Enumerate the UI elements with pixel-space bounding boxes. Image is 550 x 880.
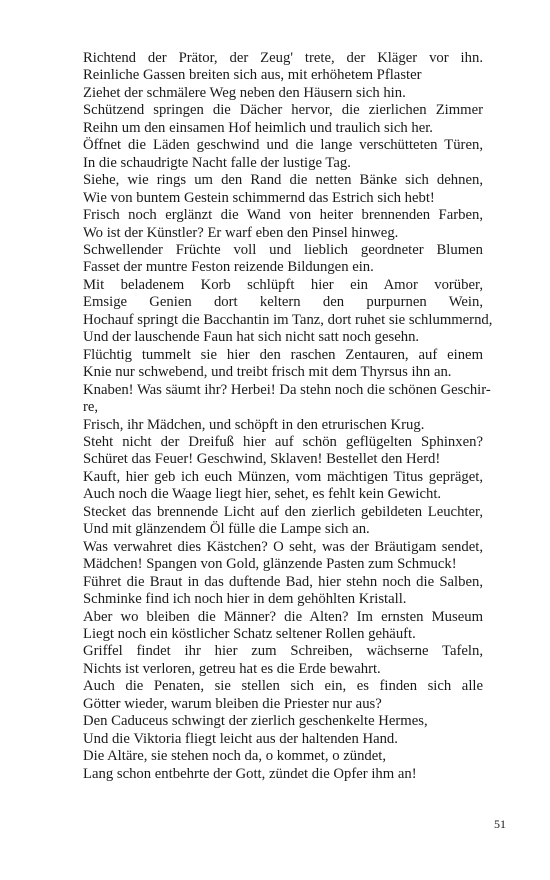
page-number: 51 xyxy=(494,817,506,831)
poem-line: Liegt noch ein köstlicher Schatz seltener Rollen gehäuft. xyxy=(83,625,416,642)
poem-line: Und die Viktoria fliegt leicht aus der haltenden Hand. xyxy=(83,730,398,747)
poem-line: Frisch noch erglänzt die Wand von heiter brennenden Farben, xyxy=(83,207,483,224)
poem-line: Was verwahret dies Kästchen? O seht, was der Bräutigam sendet, xyxy=(83,538,483,555)
poem-line: Emsige Genien dort keltern den purpurnen Wein, xyxy=(83,294,483,311)
poem-line: Knie nur schwebend, und treibt frisch mit dem Thyrsus ihn an. xyxy=(83,364,452,381)
poem-line: re, xyxy=(83,399,99,416)
poem-line: Frisch, ihr Mädchen, und schöpft in den etrurischen Krug. xyxy=(83,416,425,433)
poem-line: Mädchen! Spangen von Gold, glänzende Pasten zum Schmuck! xyxy=(83,556,457,573)
poem-line: Schwellender Früchte voll und lieblich geordneter Blumen xyxy=(83,241,483,258)
poem-text xyxy=(83,50,493,783)
poem-line: Fasset der muntre Feston reizende Bildungen ein. xyxy=(83,259,374,276)
poem-line: Stecket das brennende Licht auf den zierlich gebildeten Leuchter, xyxy=(83,503,483,520)
poem-line: Reinliche Gassen breiten sich aus, mit erhöhetem Pflaster xyxy=(83,67,422,84)
poem-line: Und der lauschende Faun hat sich nicht satt noch gesehn. xyxy=(83,329,420,346)
poem-line: Knaben! Was säumt ihr? Herbei! Da stehn noch die schönen Geschir- xyxy=(83,381,491,398)
poem-line: Götter wieder, warum bleiben die Priester nur aus? xyxy=(83,695,382,712)
poem-line: Reihn um den einsamen Hof heimlich und traulich sich her. xyxy=(83,119,433,136)
poem-line: In die schaudrigte Nacht falle der lustige Tag. xyxy=(83,154,351,171)
poem-line: Und mit glänzendem Öl fülle die Lampe sich an. xyxy=(83,521,370,538)
poem-line: Auch noch die Waage liegt hier, sehet, es fehlt kein Gewicht. xyxy=(83,486,442,503)
poem-line: Schützend springen die Dächer hervor, die zierlichen Zimmer xyxy=(83,102,483,119)
poem-line: Flüchtig tummelt sie hier den raschen Zentauren, auf einem xyxy=(83,346,483,363)
poem-line: Den Caduceus schwingt der zierlich geschenkelte Hermes, xyxy=(83,713,428,730)
poem-line: Ziehet der schmälere Weg neben den Häusern sich hin. xyxy=(83,84,406,101)
poem-line: Wie von buntem Gestein schimmernd das Estrich sich hebt! xyxy=(83,189,435,206)
poem-line: Griffel findet ihr hier zum Schreiben, wächserne Tafeln, xyxy=(83,643,483,660)
poem-line: Aber wo bleiben die Männer? die Alten? Im ernsten Museum xyxy=(83,608,483,625)
poem-line: Führet die Braut in das duftende Bad, hier stehn noch die Salben, xyxy=(83,573,483,590)
poem-line: Hochauf springt die Bacchantin im Tanz, dort ruhet sie schlummernd, xyxy=(83,311,493,328)
poem-line: Öffnet die Läden geschwind und die lange verschütteten Türen, xyxy=(83,137,483,154)
poem-line: Richtend der Prätor, der Zeug' trete, der Kläger vor ihn. xyxy=(83,50,483,66)
poem-line: Kauft, hier geb ich euch Münzen, vom mächtigen Titus gepräget, xyxy=(83,468,483,485)
poem-line: Schminke find ich noch hier in dem gehöhlten Kristall. xyxy=(83,591,407,608)
poem-line: Nichts ist verloren, getreu hat es die Erde bewahrt. xyxy=(83,660,381,677)
poem-line: Mit beladenem Korb schlüpft hier ein Amor vorüber, xyxy=(83,276,483,293)
poem-line: Steht nicht der Dreifuß hier auf schön geflügelten Sphinxen? xyxy=(83,433,483,450)
poem-line: Auch die Penaten, sie stellen sich ein, es finden sich alle xyxy=(83,678,483,695)
poem-line: Siehe, wie rings um den Rand die netten Bänke sich dehnen, xyxy=(83,172,483,189)
poem-line: Schüret das Feuer! Geschwind, Sklaven! Bestellet den Herd! xyxy=(83,451,441,468)
poem-line: Wo ist der Künstler? Er warf eben den Pinsel hinweg. xyxy=(83,224,399,241)
poem-line: Die Altäre, sie stehen noch da, o kommet, o zündet, xyxy=(83,748,387,765)
poem-line: Lang schon entbehrte der Gott, zündet die Opfer ihm an! xyxy=(83,765,417,782)
